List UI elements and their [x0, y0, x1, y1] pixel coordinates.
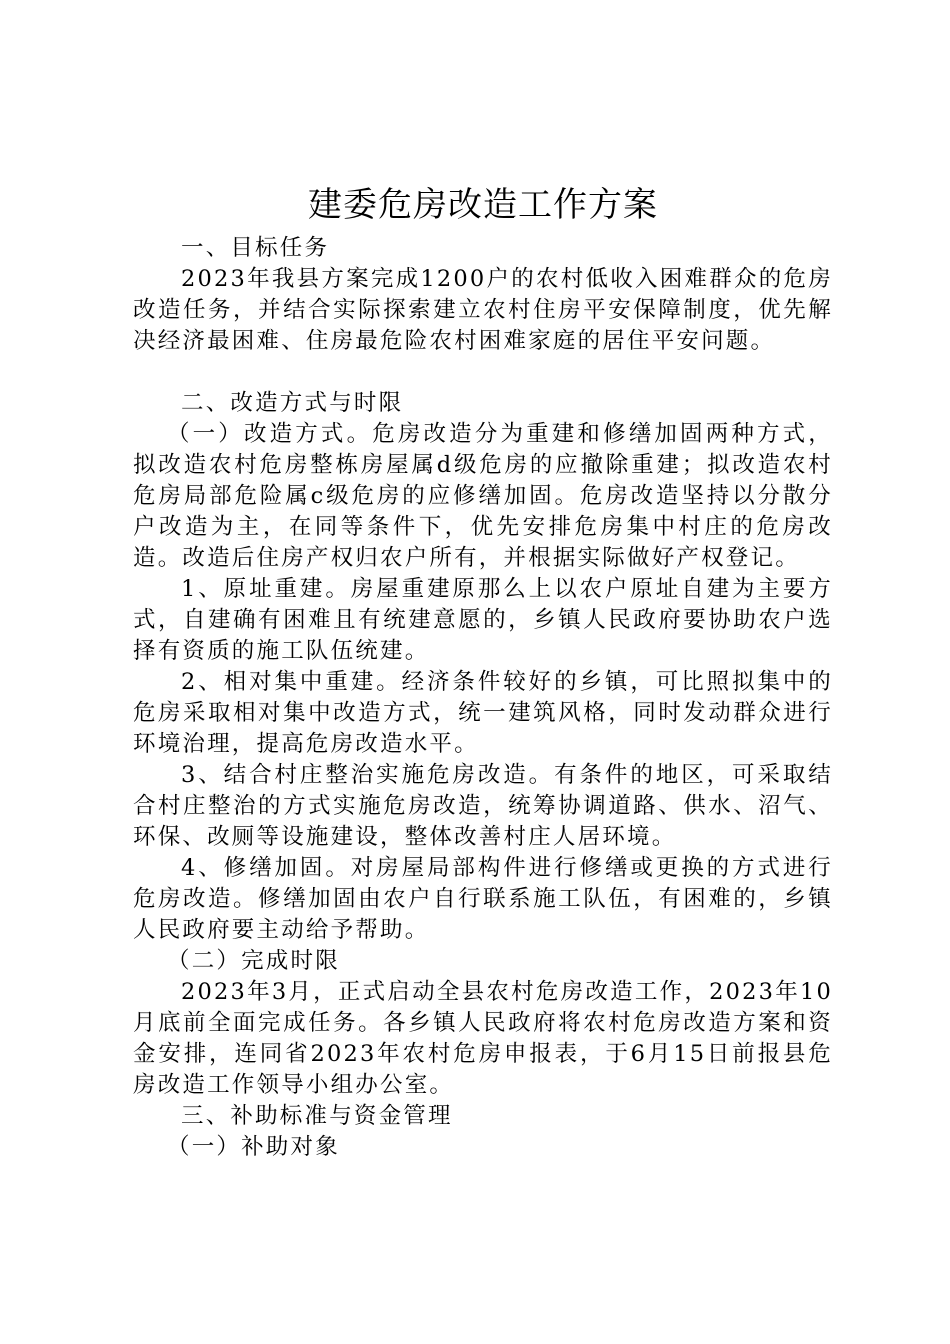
paragraph-item-3: 3、结合村庄整治实施危房改造。有条件的地区，可采取结合村庄整治的方式实施危房改造，统筹协调道路、供水、沼气、环保、改厕等设施建设，整体改善村庄人居环境。 [133, 762, 833, 850]
paragraph-item-4: 4、修缮加固。对房屋局部构件进行修缮或更换的方式进行危房改造。修缮加固由农户自行联系施工队伍，有困难的，乡镇人民政府要主动给予帮助。 [133, 855, 833, 943]
paragraph-methods: （一）改造方式。危房改造分为重建和修缮加固两种方式，拟改造农村危房整栋房屋属d级危房的应撤除重建；拟改造农村危房局部危险属c级危房的应修缮加固。危房改造坚持以分散分户改造为主，在同等条件下，优先安排危房集中村庄的危房改造。改造后住房产权归农户所有，并根据实际做好产权登记。 [133, 421, 833, 571]
paragraph-goals: 2023年我县方案完成1200户的农村低收入困难群众的危房改造任务，并结合实际探索建立农村住房平安保障制度，优先解决经济最困难、住房最危险农村困难家庭的居住平安问题。 [133, 266, 833, 354]
paragraph-item-1: 1、原址重建。房屋重建原那么上以农户原址自建为主要方式，自建确有困难且有统建意愿的，乡镇人民政府要协助农户选择有资质的施工队伍统建。 [133, 576, 833, 664]
section-heading-methods: 二、改造方式与时限 [181, 390, 404, 416]
paragraph-item-2: 2、相对集中重建。经济条件较好的乡镇，可比照拟集中的危房采取相对集中改造方式，统一建筑风格，同时发动群众进行环境治理，提高危房改造水平。 [133, 669, 833, 757]
subheading-subsidy-target: （一）补助对象 [167, 1134, 340, 1160]
section-heading-subsidy: 三、补助标准与资金管理 [181, 1103, 453, 1129]
paragraph-gap [133, 357, 833, 388]
paragraph-deadline: 2023年3月，正式启动全县农村危房改造工作，2023年10月底前全面完成任务。各乡镇人民政府将农村危房改造方案和资金安排，连同省2023年农村危房申报表，于6月15日前报县危房改造工作领导小组办公室。 [133, 979, 833, 1098]
section-heading-goals: 一、目标任务 [181, 235, 330, 261]
subheading-deadline: （二）完成时限 [167, 948, 340, 974]
document-title: 建委危房改造工作方案 [308, 185, 658, 225]
document-body [133, 233, 833, 1163]
